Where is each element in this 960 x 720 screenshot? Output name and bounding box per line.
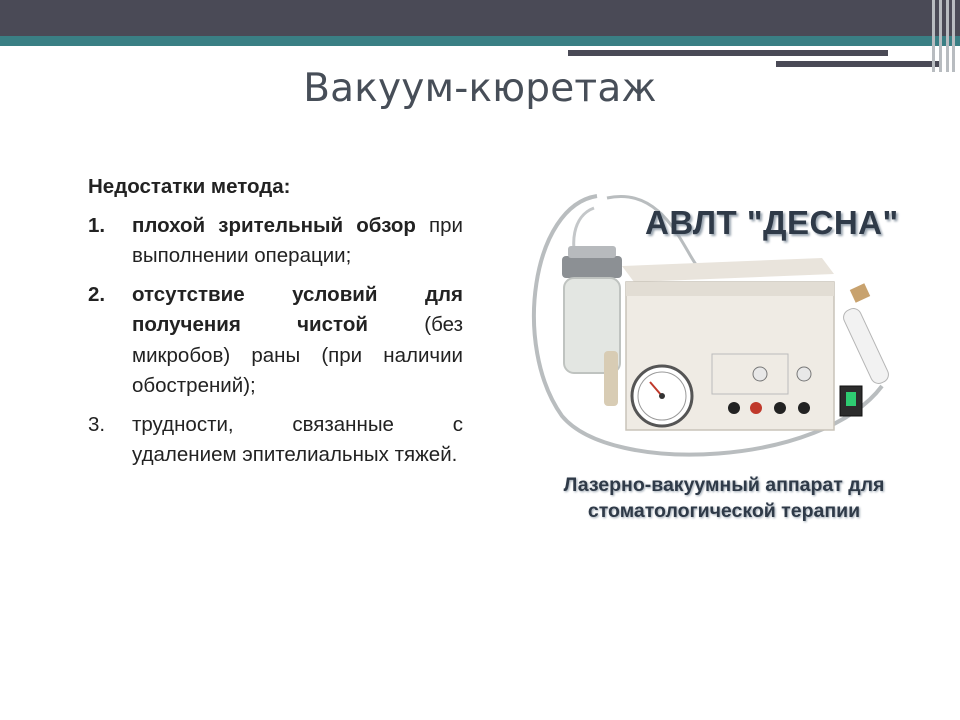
caption-line: стоматологической терапии <box>587 500 861 522</box>
item-bold-text: отсутствие условий для получения чистой <box>132 282 463 336</box>
header-accent-bar <box>0 36 960 46</box>
item-normal-text: (без микробов) раны (при наличии обострений); <box>132 313 463 397</box>
header-vertical-lines <box>930 0 956 72</box>
header-strip <box>568 50 888 56</box>
content-text <box>88 172 463 479</box>
caption-line: Лазерно-вакуумный аппарат для <box>563 474 885 496</box>
list-item <box>88 280 463 402</box>
item-number: 2. <box>88 282 106 306</box>
item-text <box>132 280 463 402</box>
device-title: АВЛТ "ДЕСНА" <box>645 204 899 241</box>
item-number: 3. <box>88 412 106 436</box>
item-text <box>132 410 463 471</box>
subheading: Недостатки метода: <box>88 175 291 198</box>
list-item <box>88 211 463 272</box>
item-normal-text: при выполнении операции; <box>132 213 463 267</box>
item-text <box>132 211 463 272</box>
list-item <box>88 410 463 471</box>
slide-title: Вакуум-кюретаж <box>303 66 657 111</box>
item-normal-text: трудности, связанные с удалением эпителиальных тяжей. <box>132 412 463 466</box>
header-bar <box>0 0 960 36</box>
device-caption <box>514 472 934 524</box>
item-number: 1. <box>88 213 106 237</box>
item-bold-text: плохой зрительный обзор <box>132 213 416 237</box>
